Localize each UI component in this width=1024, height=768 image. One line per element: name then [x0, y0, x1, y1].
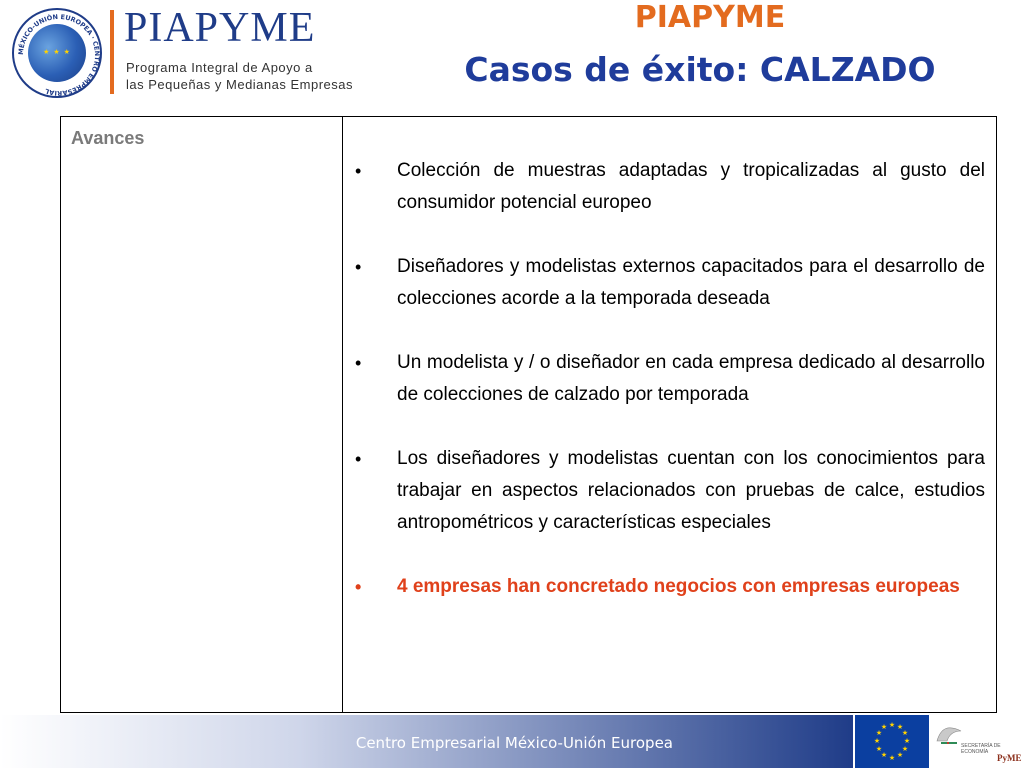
brand-name: PIAPYME: [124, 5, 316, 51]
svg-text:MÉXICO-UNIÓN EUROPEA · CENTRO: MÉXICO-UNIÓN EUROPEA · CENTRO EMPRESARIAL: [16, 12, 102, 98]
list-item-text: 4 empresas han concretado negocios con empresas europeas: [397, 576, 960, 597]
mexico-eu-logo: [12, 8, 102, 98]
slide-title-line2: Casos de éxito: CALZADO: [464, 50, 936, 89]
footer: [0, 715, 1024, 768]
svg-text:★: ★: [901, 745, 909, 753]
svg-text:★: ★: [896, 751, 904, 759]
list-item-text: Diseñadores y modelistas externos capacitados para el desarrollo de colecciones acorde a la temporada deseada: [397, 256, 985, 309]
bullet-icon: •: [355, 257, 362, 277]
list-item: [355, 251, 985, 315]
pyme-label: PyME: [997, 753, 1022, 763]
list-item-text: Un modelista y / o diseñador en cada empresa dedicado al desarrollo de colecciones de calzado por temporada: [397, 352, 985, 405]
svg-text:★: ★: [875, 745, 883, 753]
table-right-column: [343, 117, 996, 712]
svg-text:★: ★: [875, 729, 883, 737]
bullet-icon: •: [355, 449, 362, 469]
brand-subtitle-line1: Programa Integral de Apoyo a: [126, 60, 313, 75]
content-table: [60, 116, 997, 713]
table-left-column: [61, 117, 343, 712]
svg-text:★: ★: [880, 751, 888, 759]
svg-text:★: ★: [880, 723, 888, 731]
svg-text:★: ★: [873, 737, 881, 745]
footer-text: Centro Empresarial México-Unión Europea: [355, 734, 673, 752]
svg-text:★: ★: [888, 721, 896, 729]
brand-divider: [110, 10, 114, 94]
eu-flag-icon: [855, 715, 929, 768]
footer-banner: [0, 715, 853, 768]
secretaria-line2: ECONOMÍA: [961, 749, 989, 755]
secretaria-text: [961, 743, 1001, 755]
globe-icon: [28, 24, 86, 82]
bullet-icon: •: [355, 577, 362, 597]
list-item-text: Los diseñadores y modelistas cuentan con los conocimientos para trabajar en aspectos relacionados con pruebas de calce, estudios antropométricos y características especiales: [397, 448, 985, 533]
slide-title-line1: PIAPYME: [634, 0, 786, 35]
eagle-icon: [935, 721, 963, 745]
bullet-list: [355, 155, 985, 635]
svg-text:★: ★: [896, 723, 904, 731]
svg-text:★: ★: [888, 754, 896, 761]
list-item-highlighted: [355, 571, 985, 603]
bullet-icon: •: [355, 353, 362, 373]
header: [0, 0, 1024, 110]
eu-stars-ring-icon: [872, 721, 912, 761]
bullet-icon: •: [355, 161, 362, 181]
list-item: [355, 347, 985, 411]
svg-text:★: ★: [901, 729, 909, 737]
list-item-text: Colección de muestras adaptadas y tropicalizadas al gusto del consumidor potencial europeo: [397, 160, 985, 213]
list-item: [355, 443, 985, 539]
secretaria-economia-logo: [929, 715, 1024, 768]
brand-subtitle-line2: las Pequeñas y Medianas Empresas: [126, 77, 354, 92]
list-item: [355, 155, 985, 219]
eu-stars-icon: ★ ★ ★: [43, 49, 71, 56]
svg-text:★: ★: [903, 737, 911, 745]
secretaria-line1: SECRETARÍA DE: [961, 743, 1001, 749]
row-label-avances: Avances: [71, 128, 145, 148]
